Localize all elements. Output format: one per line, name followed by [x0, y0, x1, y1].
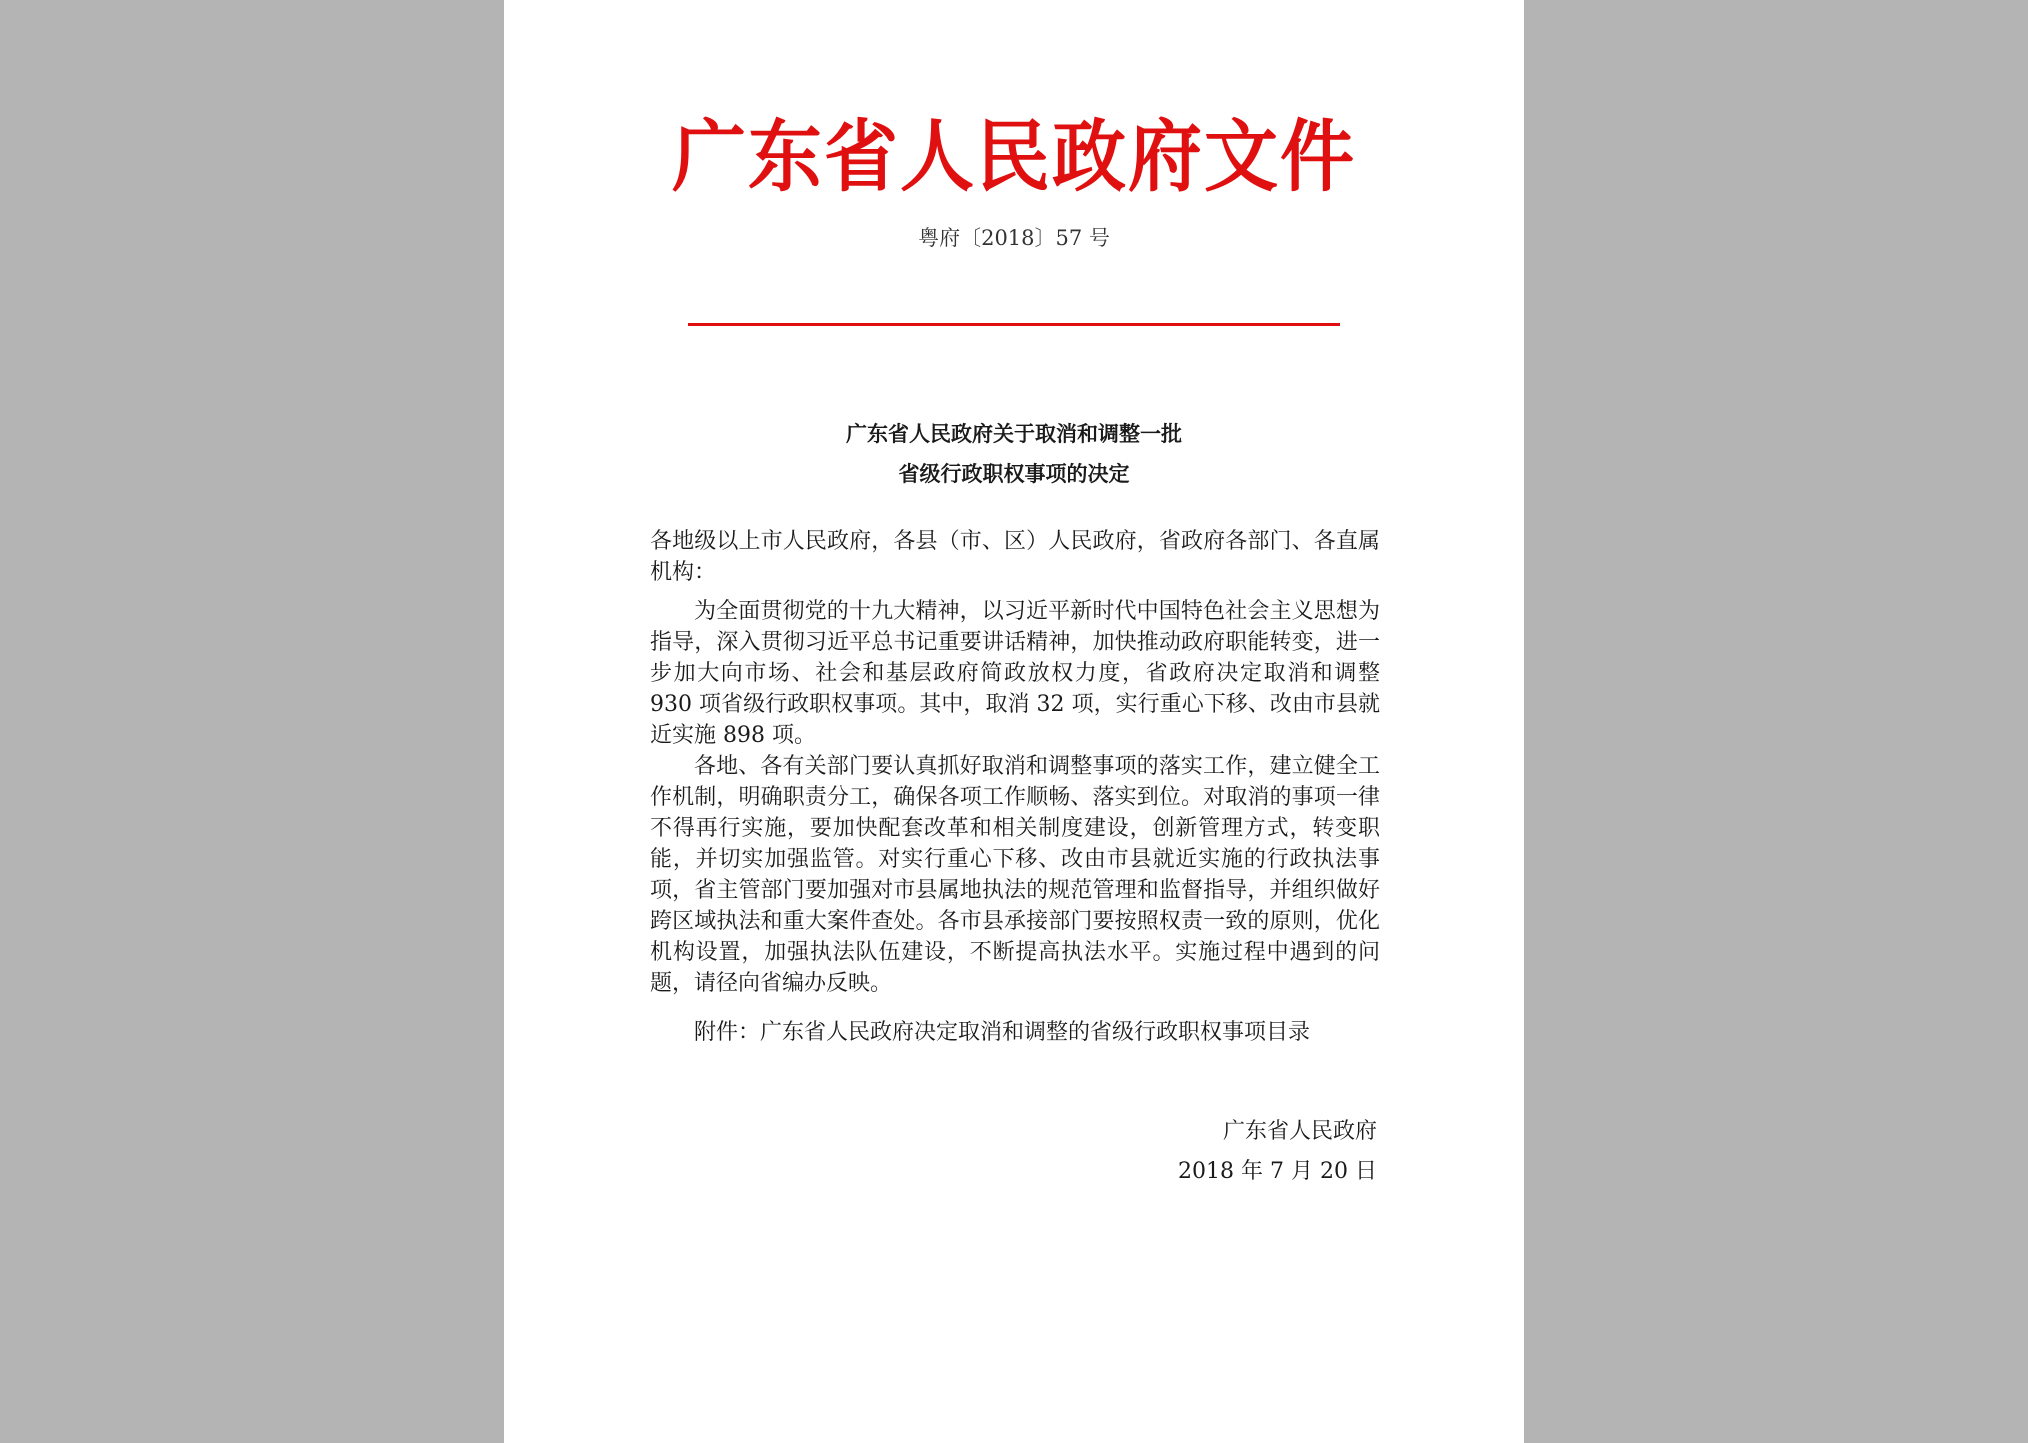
body-paragraph-1: 为全面贯彻党的十九大精神，以习近平新时代中国特色社会主义思想为指导，深入贯彻习近平总书记重要讲话精神，加快推动政府职能转变，进一步加大向市场、社会和基层政府简政放权力度，省政府决定取消和调整 930 项省级行政职权事项。其中，取消 32 项，实行重心下移、改由市县就近实施 898 项。	[650, 599, 1380, 748]
document-page	[504, 0, 1524, 1443]
document-header-title: 广东省人民政府文件	[672, 111, 1356, 203]
title-line-1: 广东省人民政府关于取消和调整一批	[846, 422, 1182, 446]
signature-block	[1178, 1112, 1377, 1192]
addressee: 各地级以上市人民政府，各县（市、区）人民政府，省政府各部门、各直属机构：	[650, 529, 1380, 585]
document-title	[504, 414, 1524, 494]
document-body	[650, 526, 1380, 1048]
issue-date: 2018 年 7 月 20 日	[1178, 1159, 1377, 1184]
title-line-2: 省级行政职权事项的决定	[898, 462, 1130, 486]
attachment-line: 附件：广东省人民政府决定取消和调整的省级行政职权事项目录	[694, 1020, 1311, 1045]
document-number: 粤府〔2018〕57 号	[918, 226, 1110, 250]
body-paragraph-2: 各地、各有关部门要认真抓好取消和调整事项的落实工作，建立健全工作机制，明确职责分工，确保各项工作顺畅、落实到位。对取消的事项一律不得再行实施，要加快配套改革和相关制度建设，创新管理方式，转变职能，并切实加强监管。对实行重心下移、改由市县就近实施的行政执法事项，省主管部门要加强对市县属地执法的规范管理和监督指导，并组织做好跨区域执法和重大案件查处。各市县承接部门要按照权责一致的原则，优化机构设置，加强执法队伍建设，不断提高执法水平。实施过程中遇到的问题，请径向省编办反映。	[650, 754, 1380, 996]
header-divider-line	[688, 323, 1340, 326]
issuer-name: 广东省人民政府	[1222, 1119, 1377, 1144]
